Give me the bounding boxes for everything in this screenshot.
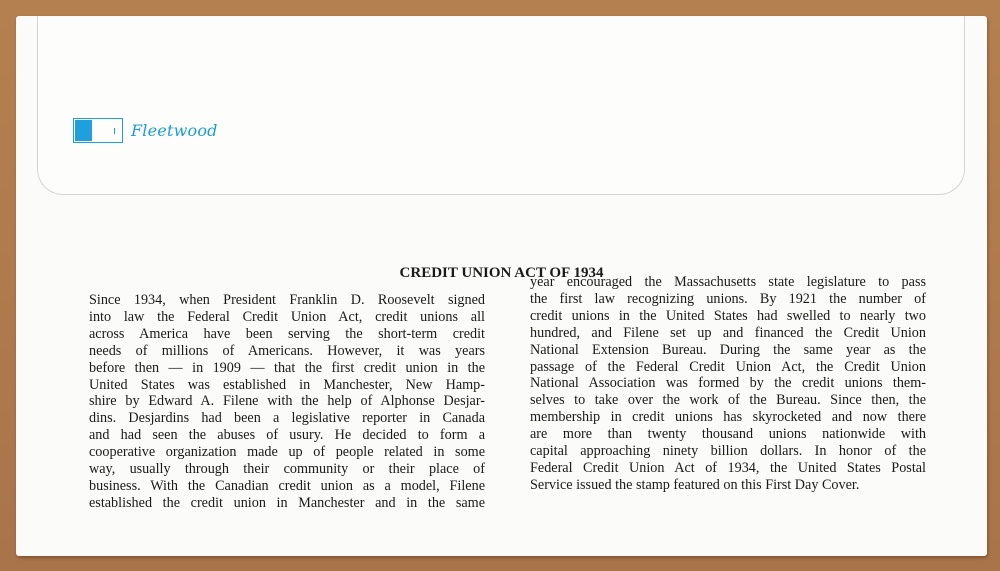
text-line: membership in credit unions has skyrocketed and now there [530,409,926,426]
text-line: needs of millions of Americans. However, it was years [89,342,485,359]
envelope [16,16,987,556]
text-line: established the credit union in Manchester and in the same [89,494,485,511]
text-line: capital approaching ninety billion dollars. In honor of the [530,443,926,460]
text-line: selves to take over the work of the Bureau. Since then, the [530,392,926,409]
text-line: year encouraged the Massachusetts state legislature to pass [530,274,926,290]
text-line: Since 1934, when President Franklin D. Roosevelt signed [89,292,485,308]
text-line: hundred, and Filene set up and financed the Credit Union [530,324,926,341]
text-line: credit unions in the United States had swelled to nearly two [530,307,926,324]
logo-text: Fleetwood [131,121,218,140]
document-title: CREDIT UNION ACT OF 1934 [399,265,604,281]
logo-box-icon [73,118,123,143]
text-line: shire by Edward A. Filene with the help of Alphonse Desjar- [89,393,485,410]
text-line: across America have been serving the short-term credit [89,325,485,342]
text-column-left [89,292,485,512]
text-line: and had seen the abuses of usury. He decided to form a [89,427,485,444]
text-line: Service issued the stamp featured on this First Day Cover. [530,476,860,493]
text-line: dins. Desjardins had been a legislative reporter in Canada [89,410,485,427]
text-line: business. With the Canadian credit union as a model, Filene [89,477,485,494]
envelope-flap [37,16,965,195]
text-line: passage of the Federal Credit Union Act, the Credit Union [530,358,926,375]
text-line: National Association was formed by the credit unions them- [530,375,926,392]
fleetwood-logo [73,118,218,143]
text-line: National Extension Bureau. During the same year as the [530,341,926,358]
text-line: Federal Credit Union Act of 1934, the United States Postal [530,459,926,476]
text-column-right [530,274,926,494]
text-line: way, usually through their community or their place of [89,461,485,478]
text-line: cooperative organization made up of people related in some [89,444,485,461]
text-line: United States was established in Manchester, New Hamp- [89,376,485,393]
text-line: are more than twenty thousand unions nationwide with [530,426,926,443]
text-line: the first law recognizing unions. By 1921 the number of [530,290,926,307]
text-line: into law the Federal Credit Union Act, credit unions all [89,308,485,325]
text-line: before then — in 1909 — that the first credit union in the [89,359,485,376]
